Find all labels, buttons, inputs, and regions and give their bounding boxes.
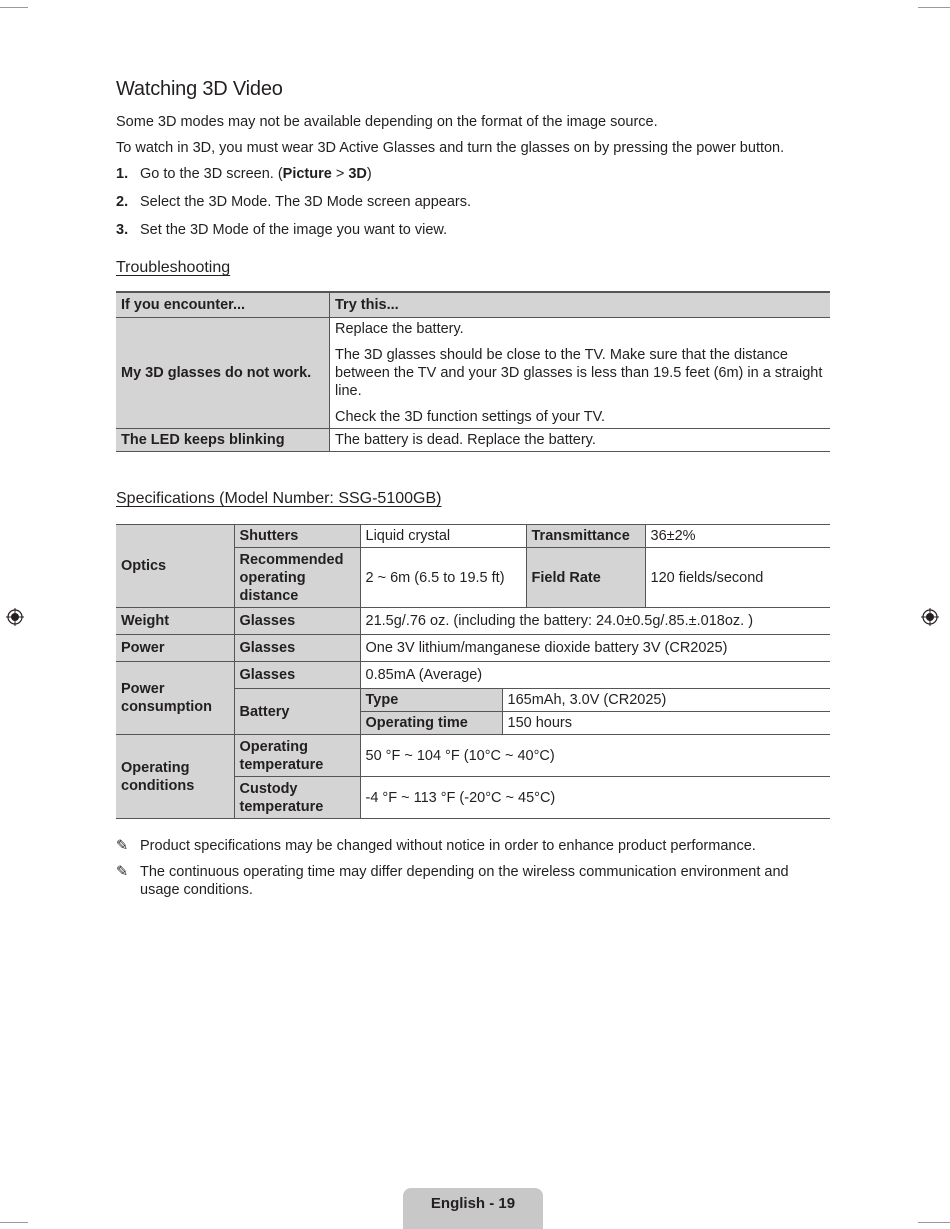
spec-label-cell: Field Rate (526, 548, 645, 608)
spec-value-cell: Liquid crystal (360, 525, 526, 548)
spec-group-cell: Optics (116, 525, 234, 608)
spec-label-cell: Operating temperature (234, 735, 360, 777)
spec-label-cell: Transmittance (526, 525, 645, 548)
column-header: Try this... (330, 292, 831, 318)
list-item (116, 221, 830, 239)
solution-text: Replace the battery. (335, 321, 464, 337)
registration-mark-icon (921, 608, 939, 626)
spec-label-cell: Glasses (234, 635, 360, 662)
table-row (116, 608, 830, 635)
table-row (116, 429, 830, 452)
spec-value-cell: 36±2% (645, 525, 830, 548)
list-item (116, 837, 830, 855)
step-text: Select the 3D Mode. The 3D Mode screen appears. (140, 194, 472, 210)
registration-mark-icon (6, 608, 24, 626)
list-item (116, 193, 830, 211)
intro-text: Some 3D modes may not be available depending on the format of the image source. (116, 114, 658, 130)
intro-text: To watch in 3D, you must wear 3D Active Glasses and turn the glasses on by pressing the power button. (116, 140, 785, 156)
spec-value-cell: One 3V lithium/manganese dioxide battery 3V (CR2025) (360, 635, 830, 662)
solution-cell (330, 318, 831, 429)
spec-sublabel-cell: Operating time (360, 712, 502, 735)
spec-value-cell: 2 ~ 6m (6.5 to 19.5 ft) (360, 548, 526, 608)
spec-value-cell: 150 hours (502, 712, 830, 735)
solution-text: Check the 3D function settings of your TV. (335, 409, 606, 425)
spec-group-cell: Power (116, 635, 234, 662)
table-row (116, 318, 830, 429)
table-row (116, 525, 830, 548)
pencil-note-icon: ✎ (116, 838, 129, 854)
spec-value-cell: 21.5g/.76 oz. (including the battery: 24.0±0.5g/.85.±.018oz. ) (360, 608, 830, 635)
spec-label-cell: Shutters (234, 525, 360, 548)
spec-label-cell: Custody temperature (234, 777, 360, 819)
spec-label-cell: Recommended operating distance (234, 548, 360, 608)
step-text: Go to the 3D screen. (Picture > 3D) (140, 166, 372, 182)
crop-mark (0, 7, 28, 8)
page-content (116, 78, 830, 907)
crop-mark (918, 1222, 950, 1223)
spec-group-cell: Operating conditions (116, 735, 234, 819)
troubleshooting-table (116, 291, 830, 452)
spec-value-cell: 0.85mA (Average) (360, 662, 830, 689)
list-item (116, 165, 830, 183)
spec-value-cell: -4 °F ~ 113 °F (-20°C ~ 45°C) (360, 777, 830, 819)
solution-cell: The battery is dead. Replace the battery. (330, 429, 831, 452)
spec-label-cell: Battery (234, 689, 360, 735)
spec-group-cell: Weight (116, 608, 234, 635)
step-text: Set the 3D Mode of the image you want to view. (140, 222, 448, 238)
page-title: Watching 3D Video (116, 78, 283, 100)
note-text: The continuous operating time may differ depending on the wireless communication environment and usage conditions. (140, 864, 789, 898)
list-item (116, 863, 830, 899)
crop-mark (0, 1222, 28, 1223)
step-number: 3. (116, 222, 129, 238)
spec-group-cell: Power consumption (116, 662, 234, 735)
notes (116, 837, 830, 899)
spec-value-cell: 50 °F ~ 104 °F (10°C ~ 40°C) (360, 735, 830, 777)
table-header-row (116, 292, 830, 318)
crop-mark (918, 7, 950, 8)
spec-value-cell: 120 fields/second (645, 548, 830, 608)
table-row (116, 735, 830, 777)
problem-cell: My 3D glasses do not work. (116, 318, 330, 429)
step-number: 1. (116, 166, 129, 182)
page-number-tab: English - 19 (403, 1188, 543, 1229)
column-header: If you encounter... (116, 292, 330, 318)
spec-sublabel-cell: Type (360, 689, 502, 712)
specifications-heading: Specifications (Model Number: SSG-5100GB) (116, 490, 442, 507)
pencil-note-icon: ✎ (116, 864, 129, 880)
solution-text: The 3D glasses should be close to the TV. Make sure that the distance between the TV and your 3D glasses is less than 19.5 feet (6m) in a straight line. (335, 347, 823, 399)
table-row (116, 635, 830, 662)
problem-cell: The LED keeps blinking (116, 429, 330, 452)
step-number: 2. (116, 194, 129, 210)
specifications-table (116, 524, 830, 819)
table-row (116, 662, 830, 689)
spec-label-cell: Glasses (234, 662, 360, 689)
spec-label-cell: Glasses (234, 608, 360, 635)
spec-value-cell: 165mAh, 3.0V (CR2025) (502, 689, 830, 712)
note-text: Product specifications may be changed without notice in order to enhance product performance. (140, 838, 756, 854)
steps-list (116, 165, 830, 239)
troubleshooting-heading: Troubleshooting (116, 259, 231, 276)
